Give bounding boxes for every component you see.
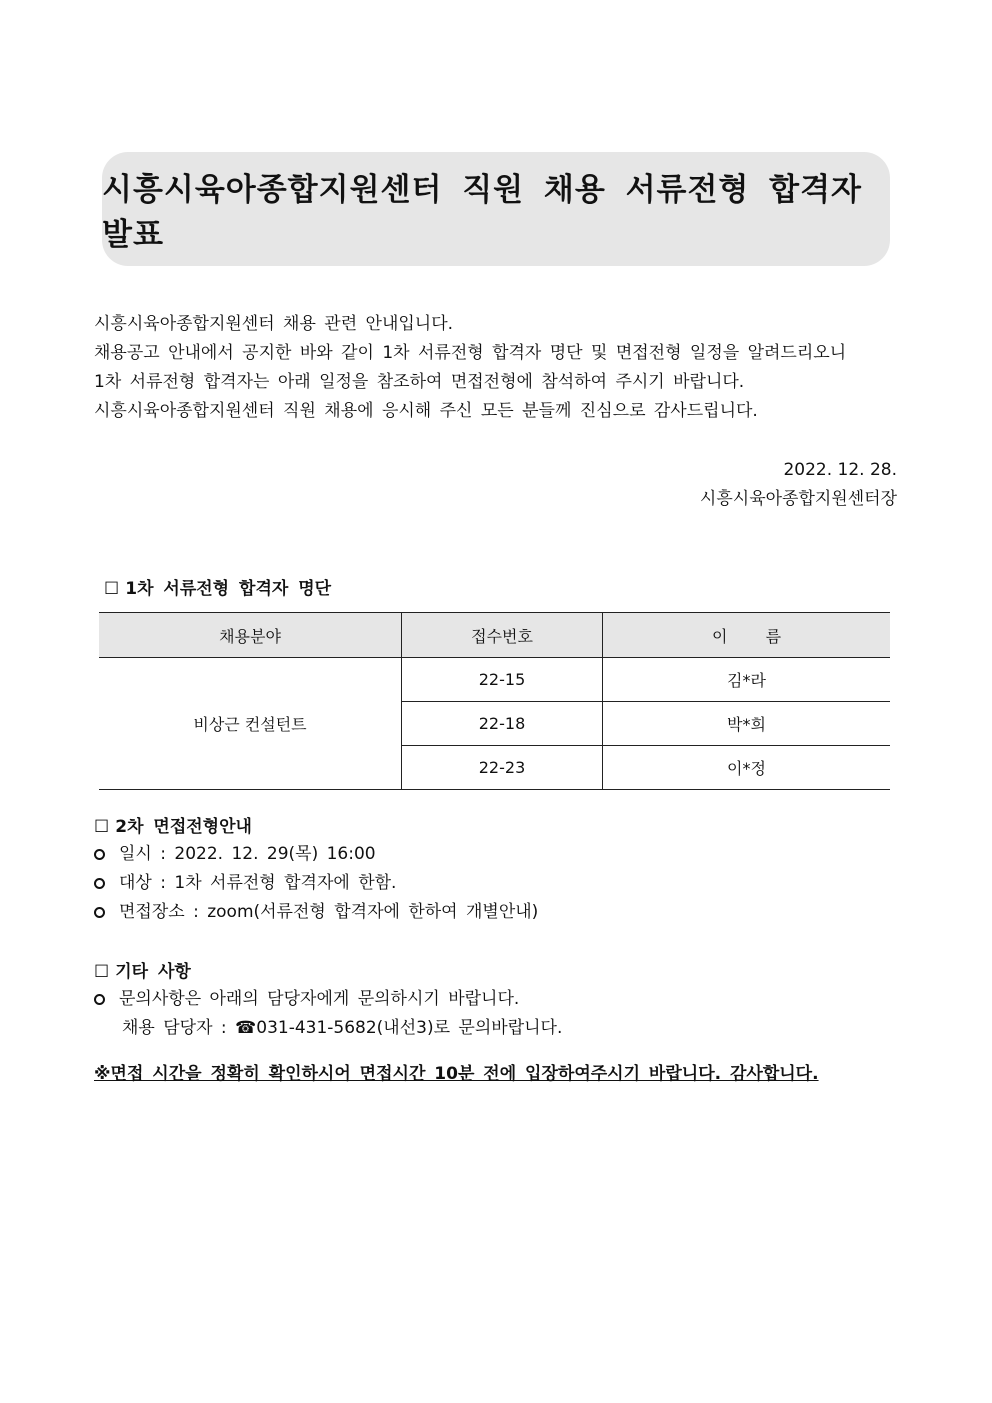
signature-block [700, 456, 897, 514]
circle-bullet-icon [94, 878, 105, 889]
title-banner [102, 152, 890, 266]
issuer-name: 시흥시육아종합지원센터장 [699, 489, 897, 509]
section-heading-other [94, 957, 191, 982]
announcement-date: 2022. 12. 28. [783, 460, 897, 480]
list-item: 대상 : 1차 서류전형 합격자에 한함. [94, 869, 538, 898]
intro-line: 1차 서류전형 합격자는 아래 일정을 참조하여 면접전형에 참석하여 주시기 바랍니다. [94, 372, 745, 392]
number-cell: 22-18 [402, 702, 603, 746]
section-heading-results [104, 574, 331, 599]
contact-text: 031-431-5682(내선3)로 문의바랍니다. [256, 1018, 563, 1038]
intro-line: 시흥시육아종합지원센터 채용 관련 안내입니다. [94, 314, 454, 334]
list-item: 문의사항은 아래의 담당자에게 문의하시기 바랍니다. [94, 985, 562, 1014]
table-row [99, 658, 890, 702]
section-title: 기타 사항 [115, 962, 191, 982]
other-info-list [94, 985, 562, 1043]
list-item: 면접장소 : zoom(서류전형 합격자에 한하여 개별안내) [94, 898, 538, 927]
circle-bullet-icon [94, 994, 105, 1005]
checkbox-square-icon: ☐ [104, 579, 120, 599]
circle-bullet-icon [94, 849, 105, 860]
list-item: 일시 : 2022. 12. 29(목) 16:00 [94, 840, 538, 869]
results-table [99, 612, 890, 790]
phone-icon: ☎ [235, 1018, 257, 1038]
section-title: 1차 서류전형 합격자 명단 [125, 579, 332, 599]
contact-line [94, 1014, 562, 1043]
table-header-row [99, 613, 890, 658]
field-cell: 비상근 컨설턴트 [99, 658, 402, 790]
column-header-name: 이 름 [603, 613, 891, 658]
number-cell: 22-15 [402, 658, 603, 702]
intro-line: 채용공고 안내에서 공지한 바와 같이 1차 서류전형 합격자 명단 및 면접전형 일정을 알려드리오니 [94, 343, 847, 363]
checkbox-square-icon: ☐ [94, 962, 110, 982]
name-cell: 이*정 [603, 746, 891, 790]
column-header-field: 채용분야 [99, 613, 402, 658]
number-cell: 22-23 [402, 746, 603, 790]
intro-paragraph [94, 310, 900, 426]
column-header-number: 접수번호 [402, 613, 603, 658]
contact-label: 채용 담당자 : [122, 1018, 236, 1038]
section-heading-interview [94, 812, 252, 837]
section-title: 2차 면접전형안내 [115, 817, 252, 837]
page-title: 시흥시육아종합지원센터 직원 채용 서류전형 합격자 발표 [102, 172, 862, 253]
checkbox-square-icon: ☐ [94, 817, 110, 837]
notice-text: ※면접 시간을 정확히 확인하시어 면접시간 10분 전에 입장하여주시기 바랍니다. 감사합니다. [94, 1064, 819, 1084]
name-cell: 박*희 [603, 702, 891, 746]
circle-bullet-icon [94, 907, 105, 918]
intro-line: 시흥시육아종합지원센터 직원 채용에 응시해 주신 모든 분들께 진심으로 감사드립니다. [94, 401, 758, 421]
interview-info-list [94, 840, 538, 927]
name-cell: 김*라 [603, 658, 891, 702]
